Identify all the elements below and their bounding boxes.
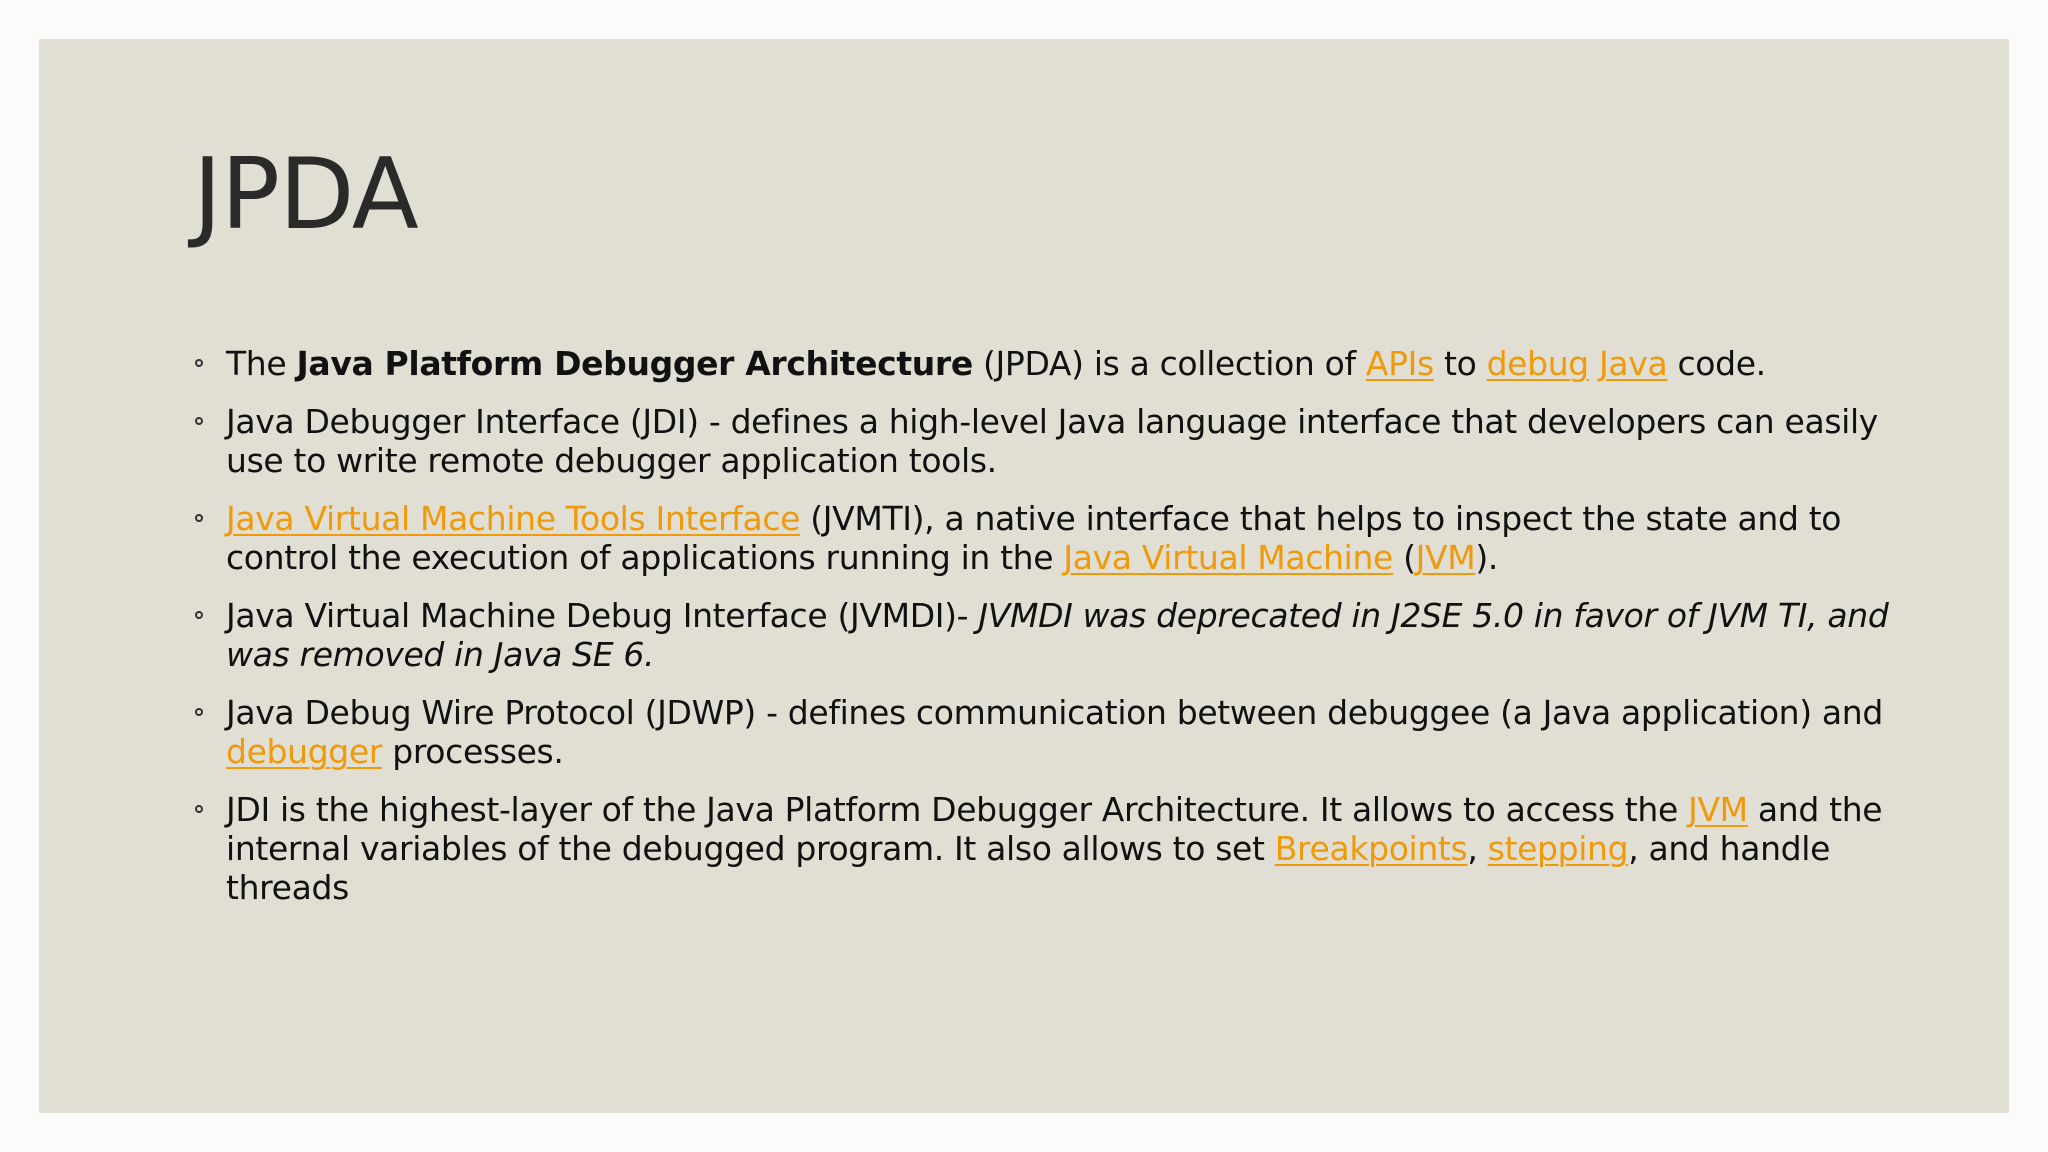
stepping-link[interactable]: stepping (1487, 829, 1629, 868)
bullet-jdi-highest-layer (193, 790, 1898, 907)
jvm-link[interactable]: JVM (1688, 790, 1748, 829)
jvmti-link[interactable]: Java Virtual Machine Tools Interface (226, 499, 801, 538)
java-virtual-machine-link[interactable]: Java Virtual Machine (1063, 538, 1393, 577)
bullet-text: , (1467, 829, 1488, 868)
bullet-text: The (226, 344, 297, 383)
bullet-text: Java Virtual Machine Debug Interface (JVMDI)- (226, 596, 979, 635)
java-link[interactable]: Java (1599, 344, 1668, 383)
slide-title: JPDA (193, 138, 418, 252)
bullet-italic-text: JVMDI was deprecated in J2SE 5.0 in favor of JVM TI, and was removed in Java SE 6. (226, 596, 1889, 674)
bullet-jdi (193, 402, 1898, 480)
bullet-text: ( (1393, 538, 1416, 577)
bullet-text: (JPDA) is a collection of (972, 344, 1366, 383)
hollow-circle-bullet-icon (195, 805, 203, 813)
bullet-text: , and handle threads (226, 829, 1831, 907)
hollow-circle-bullet-icon (195, 417, 203, 425)
bullet-jvmti (193, 499, 1898, 577)
bullet-text: Java Debugger Interface (JDI) - defines a high-level Java language interface that developers can easily use to write remote debugger application tools. (226, 402, 1878, 480)
debug-link[interactable]: debug (1486, 344, 1589, 383)
bullet-text: JDI is the highest-layer of the Java Platform Debugger Architecture. It allows to access the (226, 790, 1689, 829)
jvm-link[interactable]: JVM (1415, 538, 1476, 577)
hollow-circle-bullet-icon (195, 611, 203, 619)
bullet-list (193, 344, 1898, 926)
hollow-circle-bullet-icon (195, 359, 203, 367)
bullet-text: code. (1667, 344, 1766, 383)
bullet-text: Java Debug Wire Protocol (JDWP) - defines communication between debuggee (a Java application) and (226, 693, 1883, 732)
bullet-text (1589, 344, 1599, 383)
hollow-circle-bullet-icon (195, 514, 203, 522)
debugger-link[interactable]: debugger (226, 732, 383, 771)
slide (39, 39, 2009, 1113)
bullet-text: to (1433, 344, 1487, 383)
bullet-jpda-definition (193, 344, 1898, 383)
bullet-jdwp (193, 693, 1898, 771)
bullet-text: processes. (382, 732, 564, 771)
bullet-text: (JVMTI), a native interface that helps to inspect the state and to control the execution of applications running in the (226, 499, 1842, 577)
bullet-text: ). (1475, 538, 1499, 577)
hollow-circle-bullet-icon (195, 708, 203, 716)
apis-link[interactable]: APIs (1365, 344, 1434, 383)
bullet-text: and the internal variables of the debugged program. It also allows to set (226, 790, 1883, 868)
bullet-bold-text: Java Platform Debugger Architecture (296, 344, 973, 383)
bullet-jvmdi (193, 596, 1898, 674)
breakpoints-link[interactable]: Breakpoints (1274, 829, 1468, 868)
